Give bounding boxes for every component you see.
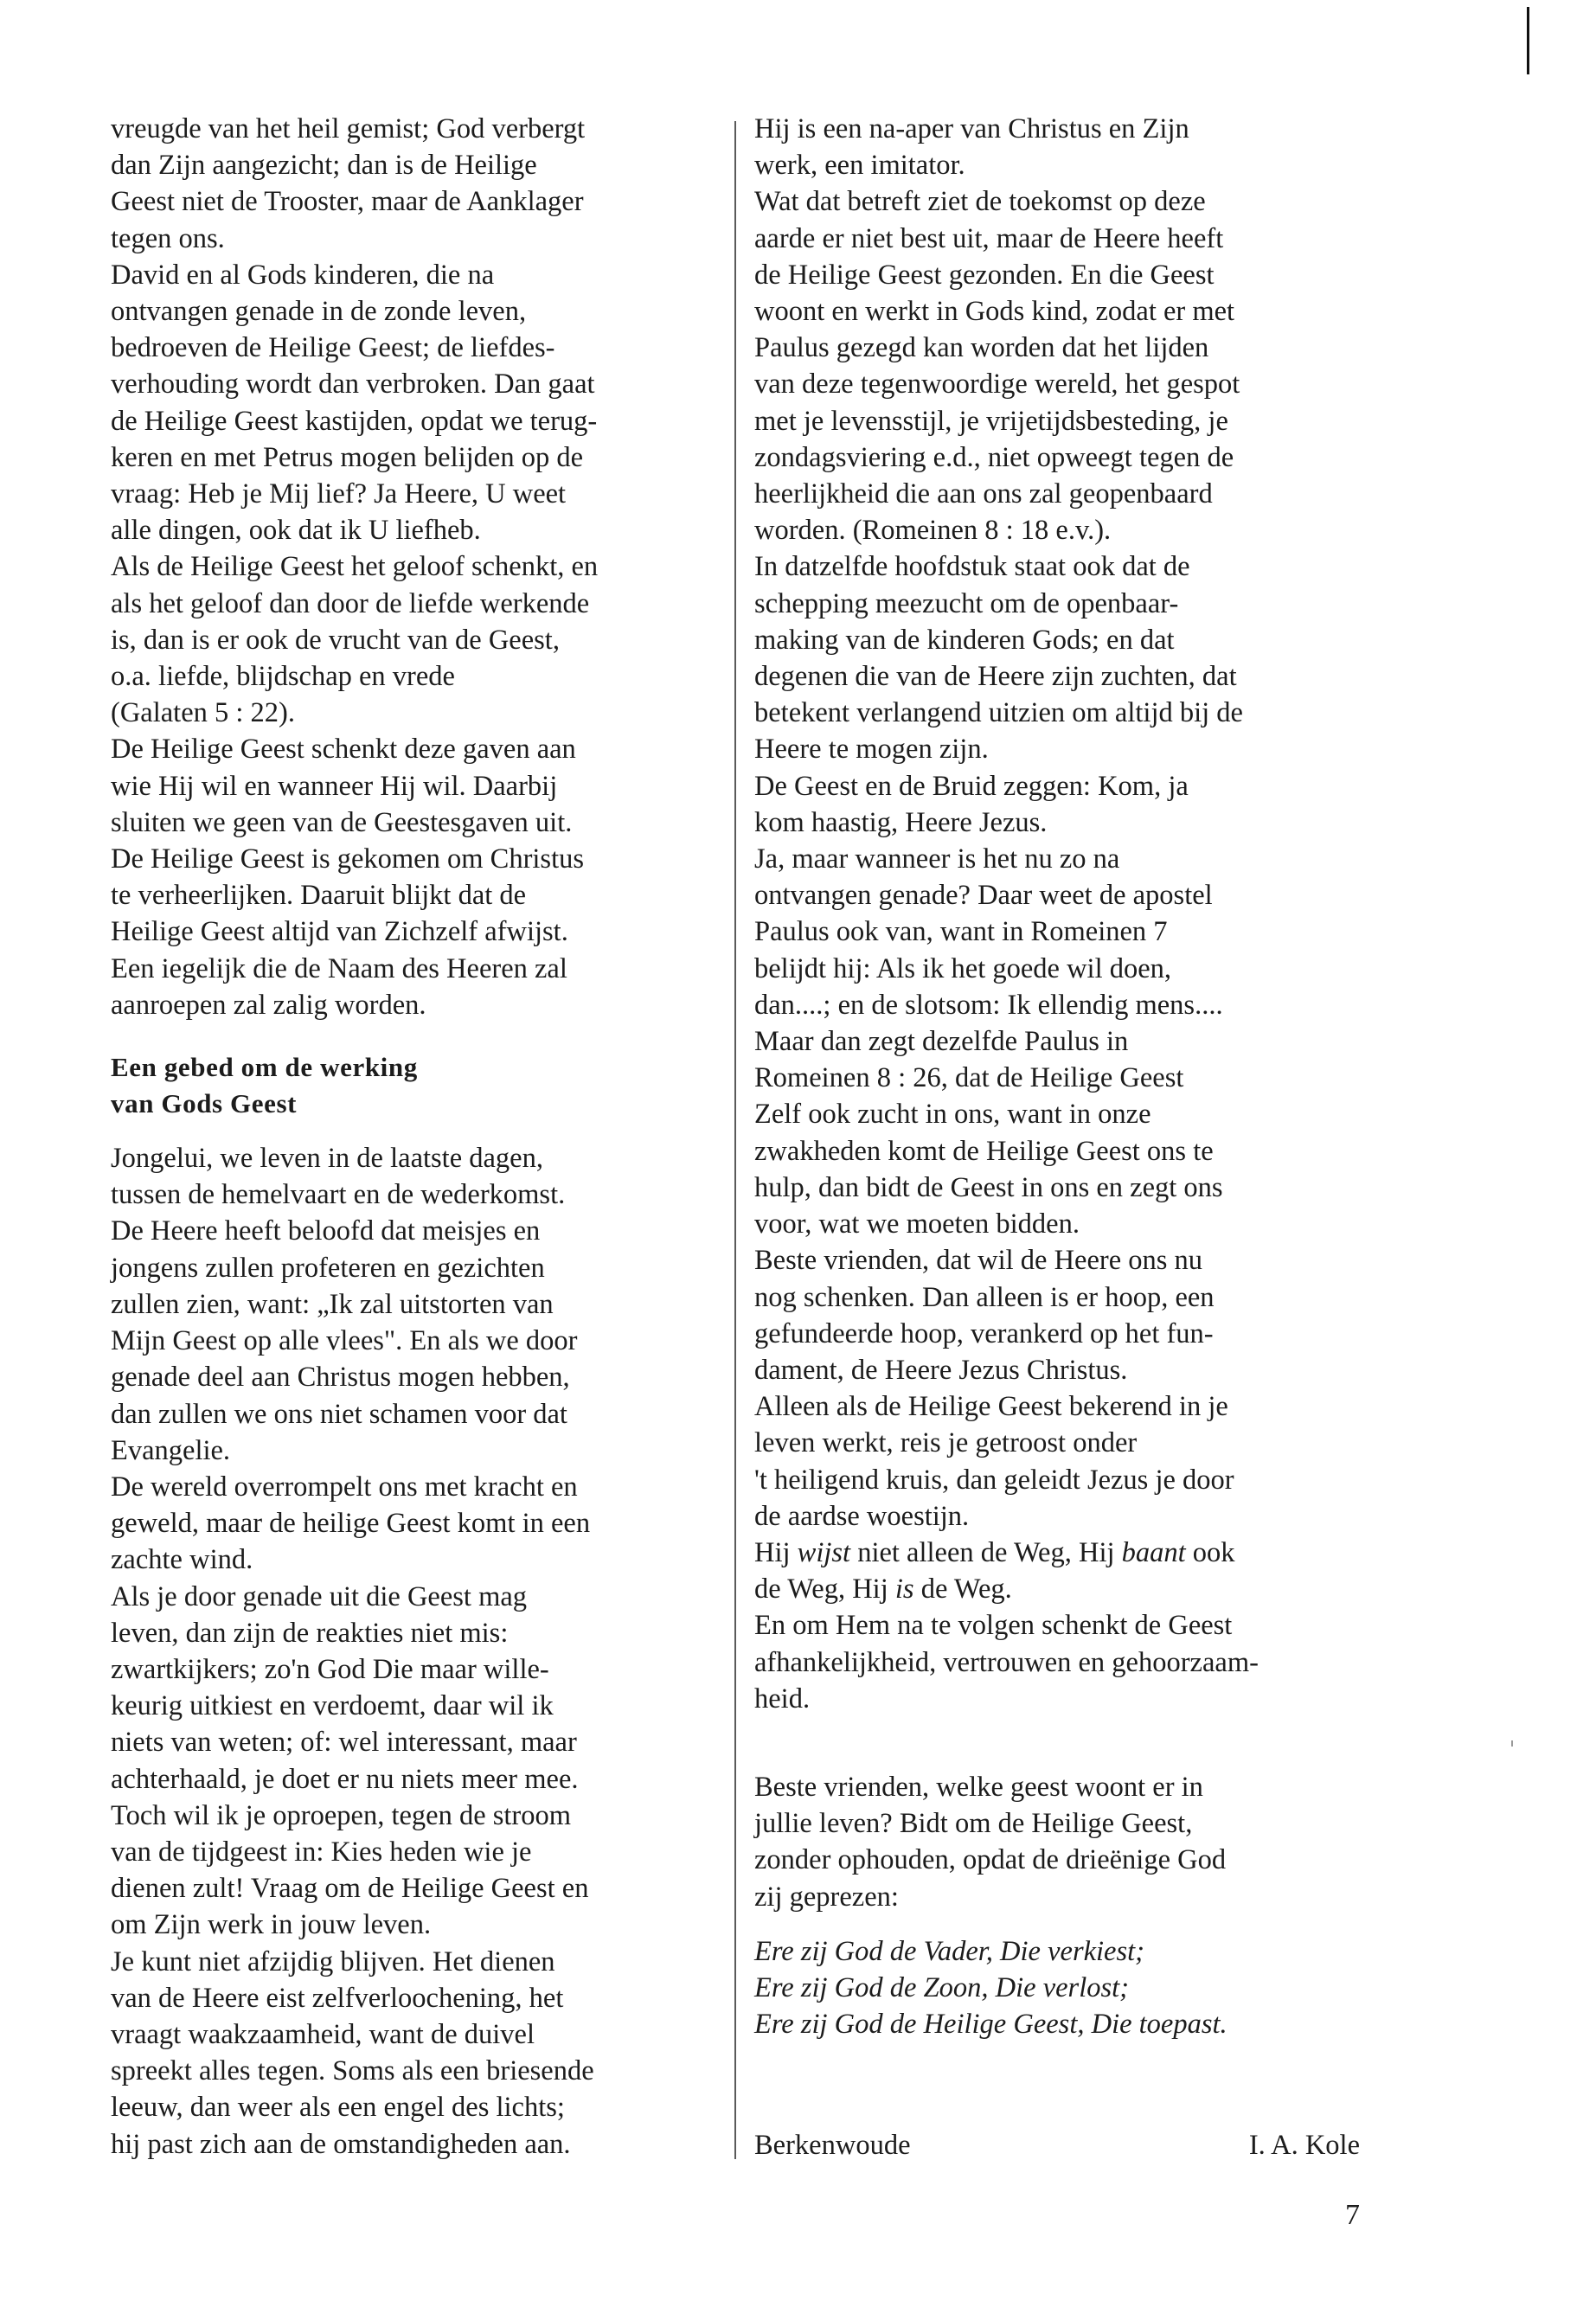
text-line: tussen de hemelvaart en de wederkomst. (111, 1179, 566, 1211)
spacer (111, 1023, 716, 1049)
paragraph (111, 1213, 716, 1468)
right-column (754, 111, 1360, 2042)
text-line: van deze tegenwoordige wereld, het gespot (754, 369, 1240, 401)
paragraph (111, 1944, 716, 2163)
text-line: niets van weten; of: wel interessant, maar (111, 1727, 577, 1759)
text-line: Toch wil ik je oproepen, tegen de stroom (111, 1799, 572, 1831)
text-line: vraagt waakzaamheid, want de duivel (111, 2018, 535, 2050)
text-line: Mijn Geest op alle vlees". En als we door (111, 1325, 578, 1357)
text-line: heerlijkheid die aan ons zal geopenbaard (754, 478, 1213, 510)
text-line: schepping meezucht om de openbaar- (754, 587, 1179, 619)
paragraph (111, 111, 716, 257)
text-line: Als de Heilige Geest het geloof schenkt, en (111, 551, 599, 583)
text-run: de Weg. (913, 1574, 1012, 1606)
text-line: 't heiligend kruis, dan geleidt Jezus je door (754, 1464, 1234, 1496)
text-line: dienen zult! Vraag om de Heilige Geest en (111, 1873, 589, 1905)
text-line: Zelf ook zucht in ons, want in onze (754, 1099, 1151, 1131)
spacer (754, 1717, 1360, 1769)
left-column (111, 111, 716, 2163)
text-line: De Heere heeft beloofd dat meisjes en (111, 1215, 541, 1247)
text-line: bedroeven de Heilige Geest; de liefdes- (111, 332, 555, 364)
text-line: Geest niet de Trooster, maar de Aanklager (111, 186, 584, 218)
emphasis: wijst (797, 1536, 851, 1568)
text-line: Alleen als de Heilige Geest bekerend in je (754, 1391, 1228, 1423)
paragraph (111, 548, 716, 731)
text-line: Ere zij God de Heilige Geest, Die toepast. (754, 2009, 1227, 2041)
text-line: ontvangen genade? Daar weet de apostel (754, 880, 1213, 912)
text-line: Heere te mogen zijn. (754, 734, 989, 766)
paragraph (111, 1140, 716, 1213)
text-line: de Heilige Geest gezonden. En die Geest (754, 259, 1215, 291)
text-line: de aardse woestijn. (754, 1500, 970, 1532)
column-rule (734, 121, 736, 2159)
text-line: Hij is een na-aper van Christus en Zijn (754, 113, 1189, 144)
text-line: aanroepen zal zalig worden. (111, 989, 426, 1021)
text-line: making van de kinderen Gods; en dat (754, 624, 1175, 656)
text-line: sluiten we geen van de Geestesgaven uit. (111, 806, 573, 838)
text-line: spreekt alles tegen. Soms als een briesende (111, 2055, 594, 2087)
text-line: vraag: Heb je Mij lief? Ja Heere, U weet (111, 478, 567, 510)
section-heading (111, 1049, 716, 1122)
text-line: En om Hem na te volgen schenkt de Geest (754, 1610, 1233, 1642)
page-number: 7 (1345, 2199, 1360, 2231)
paragraph (754, 183, 1360, 548)
doxology (754, 1933, 1360, 2043)
text-line: Je kunt niet afzijdig blijven. Het dienen (111, 1945, 555, 1977)
text-run: Hij (754, 1536, 798, 1568)
spacer (754, 1915, 1360, 1933)
spacer (111, 1122, 716, 1140)
text-line: Ere zij God de Vader, Die verkiest; (754, 1935, 1144, 1967)
text-line: afhankelijkheid, vertrouwen en gehoorzaam- (754, 1646, 1259, 1678)
text-line: degenen die van de Heere zijn zuchten, dat (754, 661, 1237, 693)
paragraph (754, 1023, 1360, 1242)
text-line: achterhaald, je doet er nu niets meer mee. (111, 1763, 579, 1795)
text-line: is, dan is er ook de vrucht van de Geest, (111, 624, 560, 656)
text-line: vreugde van het heil gemist; God verbergt (111, 113, 586, 144)
paragraph (111, 1469, 716, 1579)
text-line: worden. (Romeinen 8 : 18 e.v.). (754, 515, 1112, 547)
text-line: Een iegelijk die de Naam des Heeren zal (111, 952, 567, 984)
text-line: leeuw, dan weer als een engel des lichts; (111, 2092, 565, 2124)
text-line: Paulus ook van, want in Romeinen 7 (754, 916, 1168, 948)
text-line: zwakheden komt de Heilige Geest ons te (754, 1135, 1214, 1167)
text-line: Evangelie. (111, 1434, 231, 1466)
text-line: Romeinen 8 : 26, dat de Heilige Geest (754, 1062, 1184, 1094)
text-line: dan zullen we ons niet schamen voor dat (111, 1398, 567, 1430)
text-line: dan Zijn aangezicht; dan is de Heilige (111, 150, 537, 182)
scan-speck (1511, 1740, 1513, 1747)
paragraph (754, 111, 1360, 183)
text-line: leven, dan zijn de reakties niet mis: (111, 1617, 509, 1649)
paragraph (111, 1798, 716, 1944)
paragraph (111, 731, 716, 841)
text-line: werk, een imitator. (754, 150, 965, 182)
text-line: Jongelui, we leven in de laatste dagen, (111, 1143, 543, 1175)
paragraph (754, 841, 1360, 1023)
paragraph (111, 257, 716, 549)
signature-place: Berkenwoude (754, 2130, 911, 2161)
text-line: leven werkt, reis je getroost onder (754, 1427, 1138, 1459)
text-line: (Galaten 5 : 22). (111, 697, 295, 729)
text-line: voor, wat we moeten bidden. (754, 1208, 1080, 1240)
paragraph (754, 1388, 1360, 1535)
text-line: als het geloof dan door de liefde werkende (111, 587, 590, 619)
text-line: Beste vrienden, welke geest woont er in (754, 1771, 1203, 1803)
heading-line: Een gebed om de werking (111, 1052, 418, 1083)
paragraph (754, 548, 1360, 767)
text-run: de Weg, Hij (754, 1574, 895, 1606)
text-line: hij past zich aan de omstandigheden aan. (111, 2128, 571, 2160)
text-line: met je levensstijl, je vrijetijdsbesteding, je (754, 405, 1228, 437)
text-line: dan....; en de slotsom: Ik ellendig mens.... (754, 989, 1223, 1021)
text-line: zullen zien, want: „Ik zal uitstorten van (111, 1288, 554, 1320)
text-line: Wat dat betreft ziet de toekomst op deze (754, 186, 1206, 218)
heading-line: van Gods Geest (111, 1088, 298, 1119)
text-line: verhouding wordt dan verbroken. Dan gaat (111, 369, 595, 401)
text-run: niet alleen de Weg, Hij (850, 1536, 1122, 1568)
text-line: dament, de Heere Jezus Christus. (754, 1354, 1128, 1386)
paragraph (754, 1769, 1360, 1915)
emphasis: baant (1121, 1536, 1186, 1568)
text-line: de Heilige Geest kastijden, opdat we terug- (111, 405, 598, 437)
paragraph (754, 1607, 1360, 1717)
text-line: belijdt hij: Als ik het goede wil doen, (754, 952, 1172, 984)
text-line: De wereld overrompelt ons met kracht en (111, 1471, 578, 1503)
paragraph (754, 1242, 1360, 1388)
text-line: van de tijdgeest in: Kies heden wie je (111, 1836, 532, 1868)
text-line: Paulus gezegd kan worden dat het lijden (754, 332, 1209, 364)
text-line: keren en met Petrus mogen belijden op de (111, 441, 584, 473)
paragraph (754, 1535, 1360, 1607)
text-line: jullie leven? Bidt om de Heilige Geest, (754, 1808, 1193, 1840)
text-line (754, 1571, 1360, 1607)
text-line: De Heilige Geest schenkt deze gaven aan (111, 734, 576, 766)
text-line: De Geest en de Bruid zeggen: Kom, ja (754, 770, 1189, 802)
text-run: ook (1185, 1536, 1235, 1568)
text-line: ontvangen genade in de zonde leven, (111, 296, 527, 328)
text-line: hulp, dan bidt de Geest in ons en zegt ons (754, 1171, 1223, 1203)
text-line (754, 1535, 1360, 1571)
paragraph (111, 1579, 716, 1798)
text-line: heid. (754, 1682, 811, 1715)
text-line: zondagsviering e.d., niet opweegt tegen de (754, 441, 1234, 473)
text-line: zachte wind. (111, 1544, 253, 1576)
text-line: kom haastig, Heere Jezus. (754, 806, 1048, 838)
text-line: De Heilige Geest is gekomen om Christus (111, 843, 584, 875)
text-line: o.a. liefde, blijdschap en vrede (111, 661, 455, 693)
text-line: Ja, maar wanneer is het nu zo na (754, 843, 1120, 875)
emphasis: is (894, 1574, 914, 1606)
text-line: wie Hij wil en wanneer Hij wil. Daarbij (111, 770, 558, 802)
text-line: Maar dan zegt dezelfde Paulus in (754, 1026, 1129, 1058)
text-line: woont en werkt in Gods kind, zodat er met (754, 296, 1235, 328)
text-line: jongens zullen profeteren en gezichten (111, 1252, 545, 1284)
text-line: tegen ons. (111, 222, 225, 254)
text-line: betekent verlangend uitzien om altijd bij de (754, 697, 1243, 729)
text-line: om Zijn werk in jouw leven. (111, 1909, 432, 1941)
paragraph (754, 768, 1360, 841)
text-line: Beste vrienden, dat wil de Heere ons nu (754, 1245, 1203, 1277)
text-line: zwartkijkers; zo'n God Die maar wille- (111, 1653, 549, 1685)
text-line: David en al Gods kinderen, die na (111, 259, 495, 291)
text-line: genade deel aan Christus mogen hebben, (111, 1362, 570, 1394)
text-line: Heilige Geest altijd van Zichzelf afwijst. (111, 916, 568, 948)
text-line: alle dingen, ook dat ik U liefheb. (111, 515, 481, 547)
text-line: Als je door genade uit die Geest mag (111, 1580, 528, 1612)
text-line: nog schenken. Dan alleen is er hoop, een (754, 1281, 1215, 1313)
signature-author: I. A. Kole (1248, 2130, 1360, 2161)
paragraph (111, 951, 716, 1023)
edge-rule (1527, 7, 1529, 74)
text-line: van de Heere eist zelfverloochening, het (111, 1982, 564, 2014)
text-line: In datzelfde hoofdstuk staat ook dat de (754, 551, 1190, 583)
text-line: geweld, maar de heilige Geest komt in een (111, 1508, 591, 1540)
paragraph (111, 841, 716, 951)
text-line: te verheerlijken. Daaruit blijkt dat de (111, 880, 527, 912)
text-line: keurig uitkiest en verdoemt, daar wil ik (111, 1690, 554, 1722)
text-line: Ere zij God de Zoon, Die verlost; (754, 1971, 1129, 2003)
text-line: aarde er niet best uit, maar de Heere heeft (754, 222, 1224, 254)
text-line: gefundeerde hoop, verankerd op het fun- (754, 1317, 1214, 1349)
text-line: zij geprezen: (754, 1881, 899, 1913)
text-line: zonder ophouden, opdat de drieënige God (754, 1844, 1227, 1876)
